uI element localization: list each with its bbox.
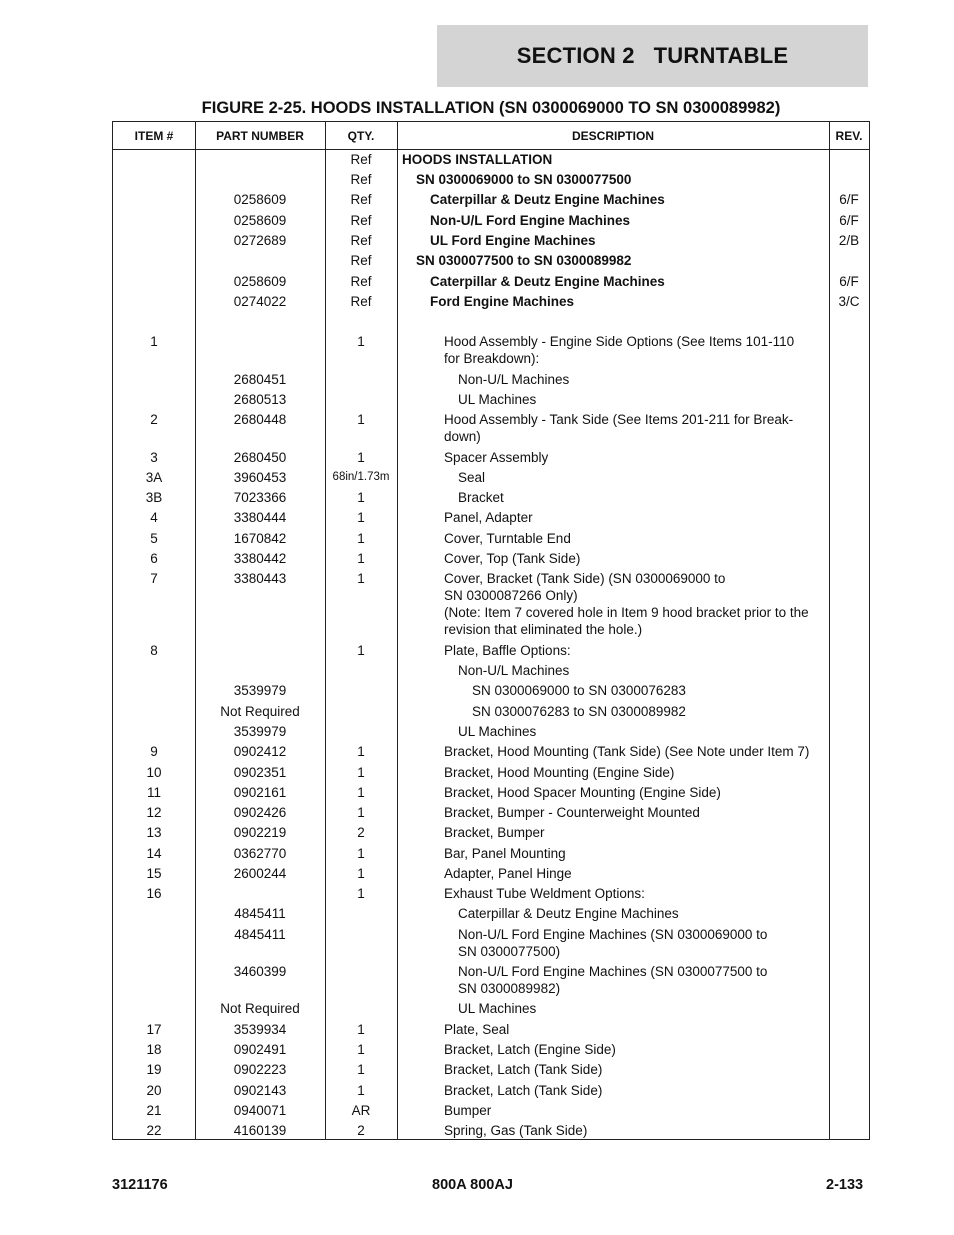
part-number: 1670842 — [233, 531, 287, 546]
part-number: 0258609 — [233, 213, 287, 228]
description-line: Bracket, Latch (Tank Side) — [444, 1062, 603, 1077]
part-number: 3539979 — [233, 724, 287, 739]
part-number: 0902219 — [233, 825, 287, 840]
description-line: SN 0300069000 to SN 0300076283 — [472, 683, 686, 698]
figure-title: FIGURE 2-25. HOODS INSTALLATION (SN 0300069000 TO SN 0300089982) — [201, 99, 781, 117]
part-number: 3380443 — [233, 571, 287, 586]
description-line: Caterpillar & Deutz Engine Machines — [458, 906, 679, 921]
quantity: 2 — [357, 825, 365, 840]
description-line: Non-U/L Ford Engine Machines (SN 0300077500 to — [458, 964, 768, 979]
quantity: 1 — [357, 1042, 365, 1057]
quantity: 1 — [357, 866, 365, 881]
quantity: Ref — [350, 192, 372, 207]
description — [402, 151, 832, 168]
description — [402, 926, 888, 960]
item-number: 20 — [146, 1083, 162, 1098]
quantity: 1 — [357, 450, 365, 465]
item-number: 3 — [150, 450, 158, 465]
description-line: Non-U/L Ford Engine Machines — [430, 213, 631, 228]
description — [402, 682, 902, 699]
item-number: 22 — [146, 1123, 162, 1138]
description — [402, 570, 874, 638]
description-line: Bracket, Hood Spacer Mounting (Engine Side) — [444, 785, 721, 800]
description — [402, 1122, 874, 1139]
revision: 6/F — [839, 274, 859, 289]
part-number: 0362770 — [233, 846, 287, 861]
part-number: 3380442 — [233, 551, 287, 566]
quantity: 1 — [357, 551, 365, 566]
quantity: 1 — [357, 1062, 365, 1077]
description — [402, 845, 874, 862]
description-line: Bracket, Hood Mounting (Tank Side) (See Note under Item 7) — [444, 744, 810, 759]
description — [402, 191, 860, 208]
description-line: SN 0300069000 to SN 0300077500 — [416, 172, 632, 187]
description-line: Bracket, Bumper - Counterweight Mounted — [444, 805, 700, 820]
description-line: down) — [444, 429, 481, 444]
revision: 6/F — [839, 192, 859, 207]
description-line: Non-U/L Ford Engine Machines (SN 0300069000 to — [458, 927, 768, 942]
description — [402, 171, 846, 188]
section-header — [437, 25, 868, 87]
description — [402, 530, 874, 547]
part-number: 0902426 — [233, 805, 287, 820]
description-line: Plate, Seal — [444, 1022, 510, 1037]
description-line: Cover, Top (Tank Side) — [444, 551, 581, 566]
quantity: Ref — [350, 213, 372, 228]
part-number: 7023366 — [233, 490, 287, 505]
description — [402, 273, 860, 290]
item-number: 15 — [146, 866, 162, 881]
description-line: Bar, Panel Mounting — [444, 846, 566, 861]
quantity: 1 — [357, 805, 365, 820]
item-number: 4 — [150, 510, 158, 525]
description — [402, 1041, 874, 1058]
part-number: 3960453 — [233, 470, 287, 485]
item-number: 3A — [145, 470, 163, 485]
description-line: Panel, Adapter — [444, 510, 533, 525]
description-line: Spacer Assembly — [444, 450, 549, 465]
description-line: SN 0300076283 to SN 0300089982 — [472, 704, 686, 719]
quantity: Ref — [350, 274, 372, 289]
part-number: 2600244 — [233, 866, 287, 881]
description-line: Bracket, Latch (Tank Side) — [444, 1083, 603, 1098]
footer-model: 800A 800AJ — [432, 1177, 513, 1193]
item-number: 1 — [150, 334, 158, 349]
description — [402, 509, 874, 526]
item-number: 13 — [146, 825, 162, 840]
revision: 2/B — [838, 233, 860, 248]
description-line: Plate, Baffle Options: — [444, 643, 571, 658]
description — [402, 252, 846, 269]
item-number: 8 — [150, 643, 158, 658]
part-number: Not Required — [220, 1001, 300, 1016]
item-number: 18 — [146, 1042, 162, 1057]
description-line: Seal — [458, 470, 486, 485]
description-line: Bracket, Latch (Engine Side) — [444, 1042, 616, 1057]
part-number: 0272689 — [233, 233, 287, 248]
quantity: 1 — [357, 643, 365, 658]
part-number: 0902223 — [233, 1062, 287, 1077]
description — [402, 1061, 874, 1078]
description-line: HOODS INSTALLATION — [402, 152, 553, 167]
quantity: AR — [351, 1103, 371, 1118]
description — [402, 333, 874, 367]
item-number: 7 — [150, 571, 158, 586]
description — [402, 391, 888, 408]
parts-table — [112, 121, 870, 1140]
part-number: 0258609 — [233, 274, 287, 289]
description — [402, 743, 874, 760]
item-number: 16 — [146, 886, 162, 901]
column-divider — [397, 122, 398, 1139]
item-number: 6 — [150, 551, 158, 566]
description-line: Bracket, Hood Mounting (Engine Side) — [444, 765, 675, 780]
col-header-part-number: PART NUMBER — [195, 122, 325, 150]
quantity: 1 — [357, 571, 365, 586]
part-number: 2680451 — [233, 372, 287, 387]
description — [402, 489, 888, 506]
description — [402, 371, 888, 388]
description — [402, 963, 888, 997]
section-title: SECTION 2 TURNTABLE — [516, 43, 789, 68]
item-number: 11 — [146, 785, 161, 800]
part-number: 0902143 — [233, 1083, 287, 1098]
description — [402, 1082, 874, 1099]
quantity: 1 — [357, 334, 365, 349]
description-line: SN 0300089982) — [458, 981, 561, 996]
part-number: 4845411 — [234, 906, 286, 921]
quantity: 1 — [357, 1022, 365, 1037]
quantity: 1 — [357, 510, 365, 525]
quantity: 2 — [357, 1123, 365, 1138]
description-line: Spring, Gas (Tank Side) — [444, 1123, 588, 1138]
part-number: 0902412 — [233, 744, 287, 759]
item-number: 14 — [146, 846, 162, 861]
description-line: SN 0300077500) — [458, 944, 561, 959]
footer-doc-number: 3121176 — [112, 1177, 168, 1193]
item-number: 17 — [146, 1022, 162, 1037]
description-line: Hood Assembly - Tank Side (See Items 201-211 for Break- — [444, 412, 794, 427]
description-line: Adapter, Panel Hinge — [444, 866, 572, 881]
description-line: UL Machines — [458, 1001, 537, 1016]
item-number: 12 — [146, 805, 162, 820]
description-line: for Breakdown): — [444, 351, 540, 366]
description — [402, 723, 888, 740]
col-header-rev: REV. — [829, 122, 869, 150]
description-line: Bracket — [458, 490, 504, 505]
col-header-description: DESCRIPTION — [397, 122, 829, 150]
part-number: Not Required — [220, 704, 300, 719]
description-line: UL Machines — [458, 392, 537, 407]
description-line: UL Ford Engine Machines — [430, 233, 596, 248]
description-line: (Note: Item 7 covered hole in Item 9 hood bracket prior to the — [444, 605, 809, 620]
description — [402, 905, 888, 922]
quantity: 1 — [357, 886, 365, 901]
part-number: 0940071 — [233, 1103, 287, 1118]
description — [402, 885, 874, 902]
description — [402, 212, 860, 229]
part-number: 3539934 — [233, 1022, 287, 1037]
description-line: Non-U/L Machines — [458, 372, 570, 387]
description — [402, 703, 902, 720]
description — [402, 411, 874, 445]
col-header-item: ITEM # — [113, 122, 195, 150]
part-number: 0902351 — [233, 765, 287, 780]
quantity: Ref — [350, 152, 372, 167]
description — [402, 804, 874, 821]
quantity: 1 — [357, 1083, 365, 1098]
item-number: 10 — [146, 765, 162, 780]
revision: 3/C — [838, 294, 860, 309]
description — [402, 469, 888, 486]
quantity: Ref — [350, 294, 372, 309]
item-number: 2 — [150, 412, 158, 427]
quantity: Ref — [350, 172, 372, 187]
quantity: 1 — [357, 531, 365, 546]
quantity: 1 — [357, 785, 365, 800]
description — [402, 662, 888, 679]
description-line: Hood Assembly - Engine Side Options (See Items 101-110 — [444, 334, 795, 349]
description-line: SN 0300077500 to SN 0300089982 — [416, 253, 632, 268]
description-line: Exhaust Tube Weldment Options: — [444, 886, 645, 901]
part-number: 3460399 — [233, 964, 287, 979]
part-number: 2680450 — [233, 450, 287, 465]
description — [402, 232, 860, 249]
description — [402, 865, 874, 882]
part-number: 3539979 — [233, 683, 287, 698]
part-number: 0274022 — [233, 294, 287, 309]
footer-page-number: 2-133 — [826, 1177, 864, 1193]
description-line: Ford Engine Machines — [430, 294, 575, 309]
description-line: Cover, Bracket (Tank Side) (SN 0300069000 to — [444, 571, 726, 586]
item-number: 9 — [150, 744, 158, 759]
quantity: 1 — [357, 744, 365, 759]
description — [402, 764, 874, 781]
description-line: Non-U/L Machines — [458, 663, 570, 678]
part-number: 0902161 — [233, 785, 287, 800]
quantity: Ref — [350, 233, 372, 248]
description — [402, 550, 874, 567]
item-number: 21 — [146, 1103, 162, 1118]
description — [402, 293, 860, 310]
col-header-qty: QTY. — [325, 122, 397, 150]
part-number: 2680448 — [233, 412, 287, 427]
description — [402, 784, 874, 801]
description — [402, 1021, 874, 1038]
description — [402, 642, 874, 659]
description-line: revision that eliminated the hole.) — [444, 622, 643, 637]
part-number: 4160139 — [233, 1123, 287, 1138]
description-line: UL Machines — [458, 724, 537, 739]
description-line: Bracket, Bumper — [444, 825, 545, 840]
description-line: Caterpillar & Deutz Engine Machines — [430, 192, 665, 207]
description — [402, 1102, 874, 1119]
revision: 6/F — [839, 213, 859, 228]
item-number: 19 — [146, 1062, 162, 1077]
part-number: 4845411 — [234, 927, 286, 942]
quantity: 1 — [357, 765, 365, 780]
description — [402, 824, 874, 841]
quantity: 1 — [357, 412, 365, 427]
quantity: 1 — [357, 846, 365, 861]
part-number: 2680513 — [233, 392, 287, 407]
quantity: Ref — [350, 253, 372, 268]
quantity: 1 — [357, 490, 365, 505]
description-line: SN 0300087266 Only) — [444, 588, 578, 603]
item-number: 5 — [150, 531, 158, 546]
part-number: 0902491 — [233, 1042, 287, 1057]
quantity: 68in/1.73m — [332, 471, 390, 483]
description-line: Cover, Turntable End — [444, 531, 571, 546]
description-line: Caterpillar & Deutz Engine Machines — [430, 274, 665, 289]
item-number: 3B — [145, 490, 163, 505]
description — [402, 449, 874, 466]
part-number: 0258609 — [233, 192, 287, 207]
part-number: 3380444 — [233, 510, 287, 525]
description-line: Bumper — [444, 1103, 492, 1118]
description — [402, 1000, 888, 1017]
